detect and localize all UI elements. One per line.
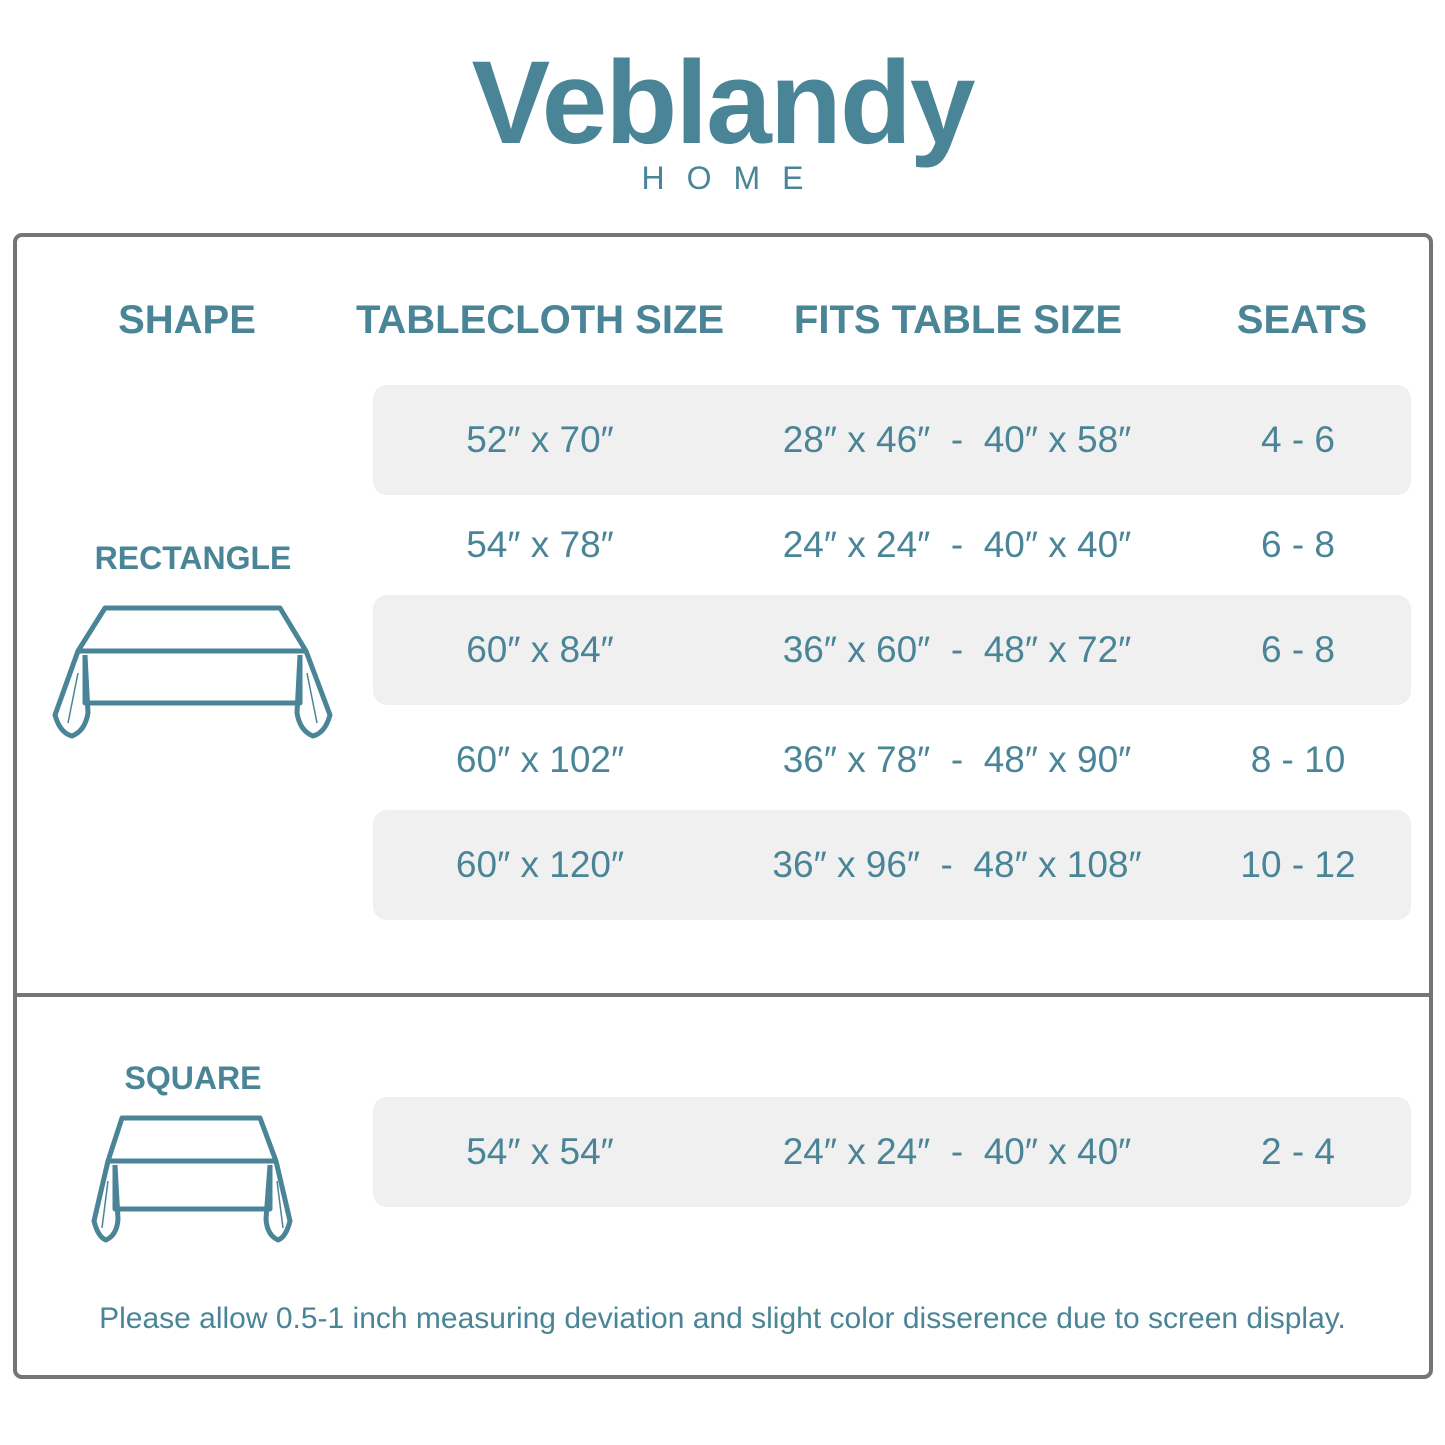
shape-label-rectangle: RECTANGLE — [94, 540, 292, 576]
cell-seats: 4 - 6 — [1260, 419, 1336, 460]
section-divider — [15, 993, 1429, 997]
cell-seats: 10 - 12 — [1240, 844, 1356, 885]
disclaimer-note: Please allow 0.5-1 inch measuring deviation and slight color disserence due to screen display. — [99, 1302, 1346, 1335]
cell-seats: 8 - 10 — [1250, 739, 1346, 780]
cell-tablecloth: 60″ x 102″ — [455, 739, 625, 780]
brand-subtitle: HOME — [641, 160, 826, 196]
cell-fits: 28″ x 46″ - 40″ x 58″ — [782, 419, 1132, 460]
cell-tablecloth: 54″ x 78″ — [466, 524, 614, 565]
cell-fits: 36″ x 96″ - 48″ x 108″ — [772, 844, 1142, 885]
cell-tablecloth: 60″ x 84″ — [466, 629, 614, 670]
cell-tablecloth: 60″ x 120″ — [455, 844, 625, 885]
cell-seats: 6 - 8 — [1260, 524, 1336, 565]
header-fits-table-size: FITS TABLE SIZE — [793, 298, 1123, 342]
cell-seats: 2 - 4 — [1260, 1131, 1336, 1172]
cell-tablecloth: 54″ x 54″ — [466, 1131, 614, 1172]
cell-fits: 36″ x 60″ - 48″ x 72″ — [782, 629, 1132, 670]
square-table-icon — [90, 1113, 296, 1245]
cell-fits: 36″ x 78″ - 48″ x 90″ — [782, 739, 1132, 780]
rectangle-table-icon — [50, 603, 335, 741]
header-tablecloth-size: TABLECLOTH SIZE — [355, 298, 725, 342]
cell-fits: 24″ x 24″ - 40″ x 40″ — [782, 1131, 1132, 1172]
cell-seats: 6 - 8 — [1260, 629, 1336, 670]
header-seats: SEATS — [1236, 298, 1368, 342]
cell-fits: 24″ x 24″ - 40″ x 40″ — [782, 524, 1132, 565]
brand-logo: Veblandy — [471, 37, 974, 169]
header-shape: SHAPE — [118, 298, 256, 342]
cell-tablecloth: 52″ x 70″ — [466, 419, 614, 460]
shape-label-square: SQUARE — [124, 1060, 262, 1096]
